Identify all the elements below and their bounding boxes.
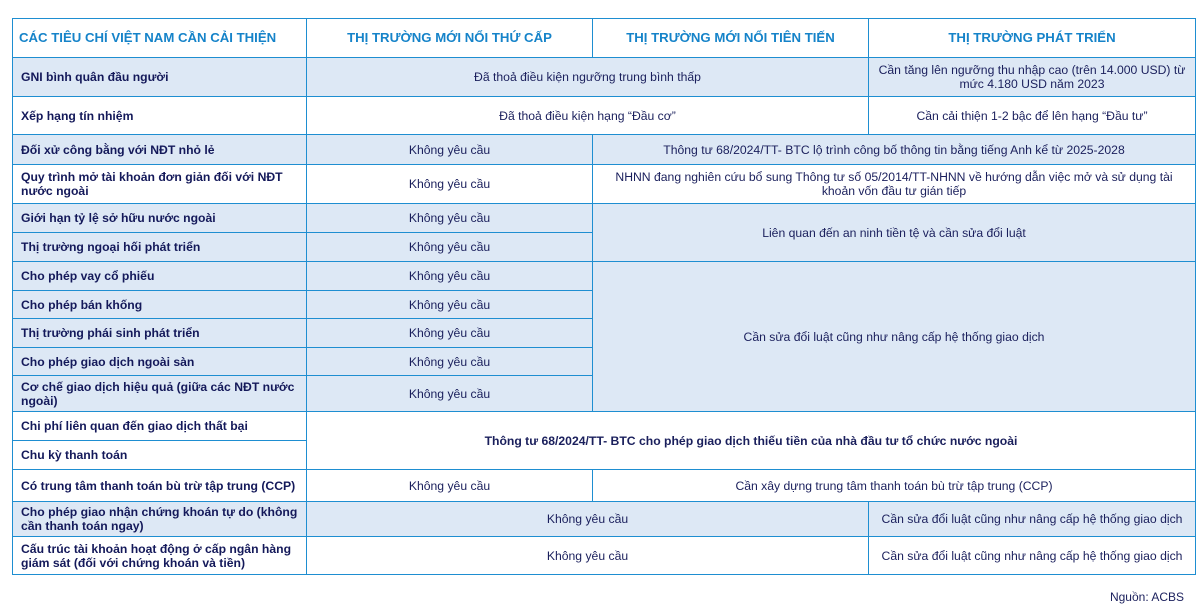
header-developed: THỊ TRƯỜNG PHÁT TRIỂN [869,19,1196,58]
criterion-cell: Cấu trúc tài khoản hoạt động ở cấp ngân hàng giám sát (đối với chứng khoán và tiền) [13,537,307,575]
criterion-cell: Chu kỳ thanh toán [13,441,307,470]
value-cell: Cần sửa đổi luật cũng như nâng cấp hệ thống giao dịch [593,262,1196,412]
value-cell: Đã thoả điều kiện ngưỡng trung bình thấp [307,58,869,97]
table-header-row [13,19,1196,58]
table-row [13,58,1196,97]
value-cell: Cần cải thiện 1-2 bậc để lên hạng “Đầu tư” [869,97,1196,135]
header-criteria: CÁC TIÊU CHÍ VIỆT NAM CẦN CẢI THIỆN [13,19,307,58]
criteria-table-wrapper [12,18,1195,575]
value-cell: Không yêu cầu [307,537,869,575]
value-cell: Thông tư 68/2024/TT- BTC lộ trình công bố thông tin bằng tiếng Anh kể từ 2025-2028 [593,135,1196,165]
source-note: Nguồn: ACBS [1109,590,1184,604]
value-cell: Không yêu cầu [307,204,593,233]
criterion-cell: Đối xử công bằng với NĐT nhỏ lẻ [13,135,307,165]
table-row [13,135,1196,165]
value-cell: Không yêu cầu [307,165,593,204]
table-row [13,470,1196,502]
table-row [13,262,1196,291]
table-row [13,97,1196,135]
value-cell: Liên quan đến an ninh tiền tệ và cần sửa đổi luật [593,204,1196,262]
value-cell: Không yêu cầu [307,470,593,502]
criterion-cell: Thị trường phái sinh phát triển [13,319,307,348]
criterion-cell: Cho phép giao nhận chứng khoán tự do (không cần thanh toán ngay) [13,502,307,537]
table-row [13,537,1196,575]
value-cell: Không yêu cầu [307,233,593,262]
table-row [13,412,1196,441]
value-cell: Cần xây dựng trung tâm thanh toán bù trừ tập trung (CCP) [593,470,1196,502]
header-frontier-secondary: THỊ TRƯỜNG MỚI NỔI THỨ CẤP [307,19,593,58]
value-cell: Không yêu cầu [307,502,869,537]
value-cell: Không yêu cầu [307,348,593,376]
value-cell: Không yêu cầu [307,376,593,412]
criterion-cell: Thị trường ngoại hối phát triển [13,233,307,262]
criterion-cell: Cho phép bán khống [13,291,307,319]
criterion-cell: Cho phép vay cổ phiếu [13,262,307,291]
value-cell: Không yêu cầu [307,291,593,319]
table-row [13,502,1196,537]
criterion-cell: Chi phí liên quan đến giao dịch thất bại [13,412,307,441]
value-cell: Không yêu cầu [307,135,593,165]
value-cell: Cần sửa đổi luật cũng như nâng cấp hệ thống giao dịch [869,537,1196,575]
value-cell: Không yêu cầu [307,319,593,348]
value-cell: Cần tăng lên ngưỡng thu nhập cao (trên 14.000 USD) từ mức 4.180 USD năm 2023 [869,58,1196,97]
criterion-cell: Cho phép giao dịch ngoài sàn [13,348,307,376]
value-cell: Đã thoả điều kiện hạng “Đầu cơ” [307,97,869,135]
criterion-cell: Xếp hạng tín nhiệm [13,97,307,135]
criterion-cell: Có trung tâm thanh toán bù trừ tập trung (CCP) [13,470,307,502]
market-upgrade-criteria-table [12,18,1196,575]
value-cell: NHNN đang nghiên cứu bổ sung Thông tư số 05/2014/TT-NHNN về hướng dẫn việc mở và sử dụng tài khoản vốn đầu tư gián tiếp [593,165,1196,204]
value-cell: Thông tư 68/2024/TT- BTC cho phép giao dịch thiếu tiền của nhà đầu tư tổ chức nước ngoài [307,412,1196,470]
criterion-cell: Quy trình mở tài khoản đơn giản đối với NĐT nước ngoài [13,165,307,204]
criterion-cell: GNI bình quân đầu người [13,58,307,97]
value-cell: Không yêu cầu [307,262,593,291]
table-row [13,165,1196,204]
header-advanced-emerging: THỊ TRƯỜNG MỚI NỔI TIÊN TIẾN [593,19,869,58]
table-row [13,204,1196,233]
criterion-cell: Giới hạn tỷ lệ sở hữu nước ngoài [13,204,307,233]
value-cell: Cần sửa đổi luật cũng như nâng cấp hệ thống giao dịch [869,502,1196,537]
criterion-cell: Cơ chế giao dịch hiệu quả (giữa các NĐT nước ngoài) [13,376,307,412]
